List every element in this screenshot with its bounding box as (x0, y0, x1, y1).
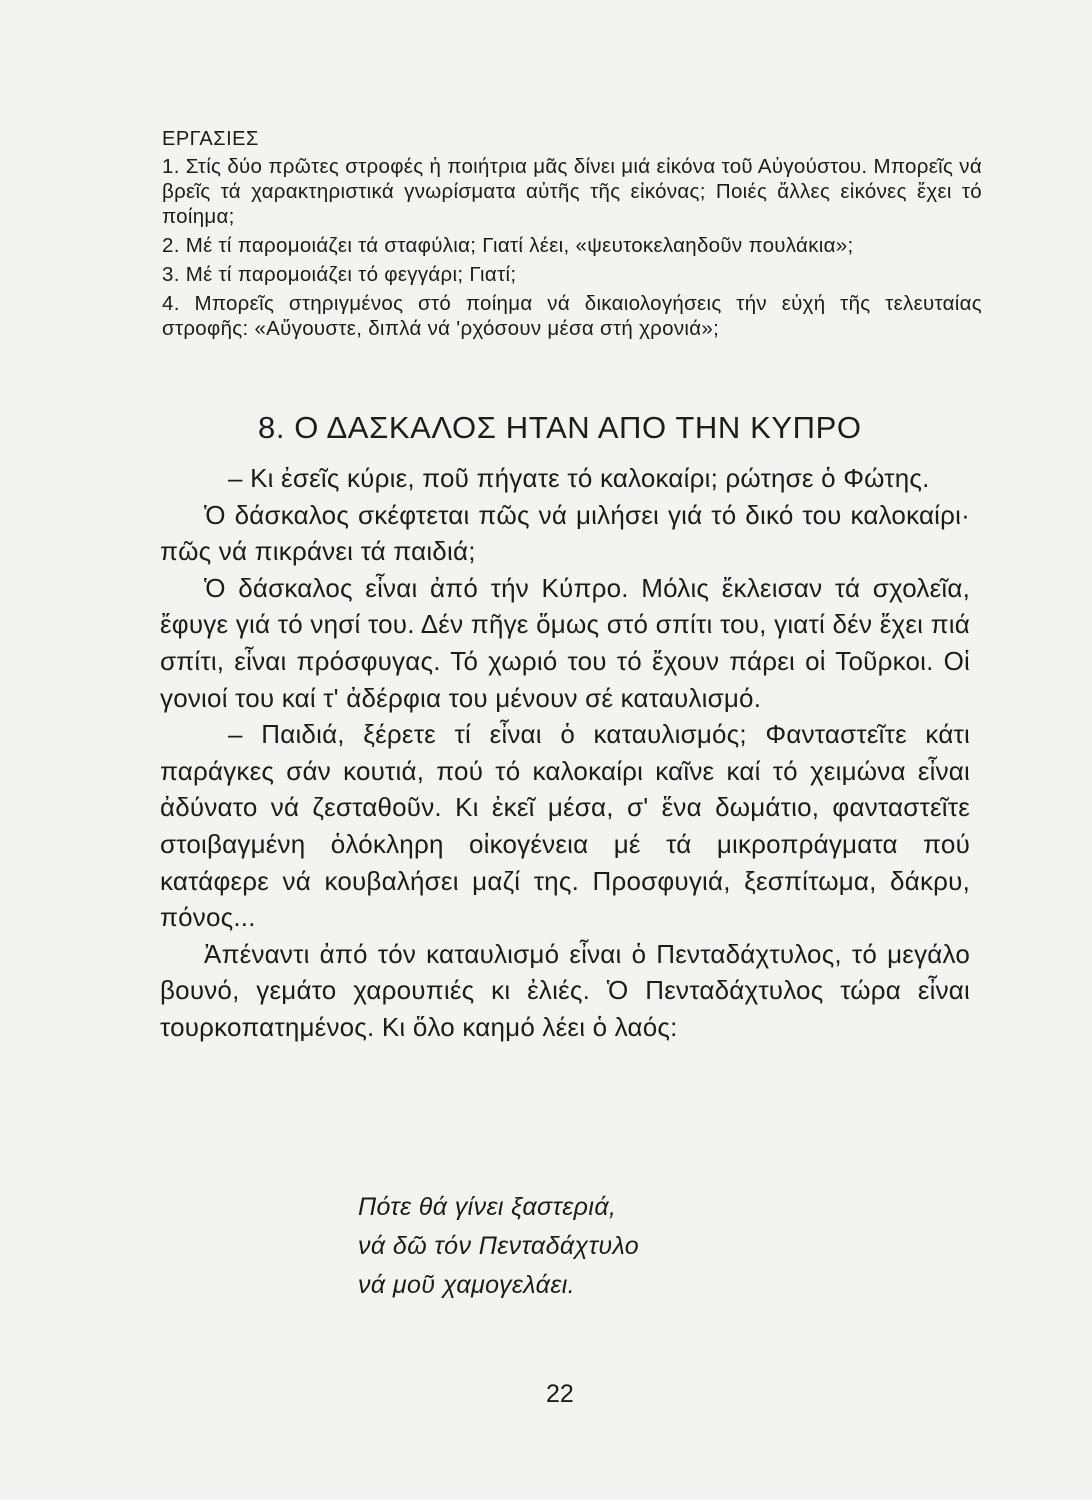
paragraph-1: – Κι ἐσεῖς κύριε, ποῦ πήγατε τό καλοκαίρι; ρώτησε ὁ Φώτης. (228, 463, 930, 493)
exercise-item-1: 1. Στίς δύο πρῶτες στροφές ἡ ποιήτρια μᾶς δίνει μιά εἰκόνα τοῦ Αὐγούστου. Μπορεῖς νά βρεῖς τά χαρακτηριστικά γνωρίσματα αὐτῆς τῆς εἰκόνας; Ποιές ἄλλες εἰκόνες ἔχει τό ποίημα; (162, 155, 982, 228)
poem-line-1: Πότε θά γίνει ξαστεριά, (358, 1193, 617, 1221)
exercise-item-4: 4. Μπορεῖς στηριγμένος στό ποίημα νά δικαιολογήσεις τήν εὐχή τῆς τελευταίας στροφῆς: «Αὔγουστε, διπλά νά 'ρχόσουν μέσα στή χρονιά»; (162, 292, 982, 340)
paragraph-4: – Παιδιά, ξέρετε τί εἶναι ὁ καταυλισμός; Φανταστεῖτε κάτι παράγκες σάν κουτιά, πού τό καλοκαίρι καῖνε καί τό χειμώνα εἶναι ἀδύνατο νά ζεσταθοῦν. Κι ἐκεῖ μέσα, σ' ἕνα δωμάτιο, φανταστεῖτε στοιβαγμένη ὁλόκληρη οἰκογένεια μέ τά μικροπράγματα πού κατάφερε νά κουβαλήσει μαζί της. Προσφυγιά, ξεσπίτωμα, δάκρυ, πόνος... (160, 719, 970, 933)
paragraph-2: Ὁ δάσκαλος σκέφτεται πῶς νά μιλήσει γιά τό δικό του καλοκαίρι· πῶς νά πικράνει τά παιδιά; (160, 499, 970, 567)
paragraph-3: Ὁ δάσκαλος εἶναι ἀπό τήν Κύπρο. Μόλις ἔκλεισαν τά σχολεῖα, ἔφυγε γιά τό νησί του. Δέν πῆγε ὅμως στό σπίτι του, γιατί δέν ἔχει πιά σπίτι, εἶναι πρόσφυγας. Τό χωριό του τό ἔχουν πάρει οἱ Τοῦρκοι. Οἱ γονιοί του καί τ' ἀδέρφια του μένουν σέ καταυλισμό. (160, 572, 970, 713)
poem-line-2: νά δῶ τόν Πενταδάχτυλο (358, 1232, 640, 1260)
exercises-heading: ΕΡΓΑΣΙΕΣ (162, 128, 259, 150)
exercise-item-2: 2. Μέ τί παρομοιάζει τά σταφύλια; Γιατί λέει, «ψευτοκελαηδοῦν πουλάκια»; (162, 234, 854, 257)
paragraph-5: Ἀπέναντι ἀπό τόν καταυλισμό εἶναι ὁ Πενταδάχτυλος, τό μεγάλο βουνό, γεμάτο χαρουπιές κι ἐλιές. Ὁ Πενταδάχτυλος τώρα εἶναι τουρκοπατημένος. Κι ὅλο καημό λέει ὁ λαός: (160, 938, 970, 1042)
exercise-item-3: 3. Μέ τί παρομοιάζει τό φεγγάρι; Γιατί; (162, 263, 517, 286)
chapter-body (160, 460, 970, 1046)
page-number: 22 (546, 1380, 574, 1408)
exercises-section (162, 126, 982, 345)
poem-line-3: νά μοῦ χαμογελάει. (358, 1271, 576, 1299)
poem (358, 1188, 639, 1305)
chapter-title: 8. Ο ΔΑΣΚΑΛΟΣ ΗΤΑΝ ΑΠΟ ΤΗΝ ΚΥΠΡΟ (258, 410, 862, 445)
